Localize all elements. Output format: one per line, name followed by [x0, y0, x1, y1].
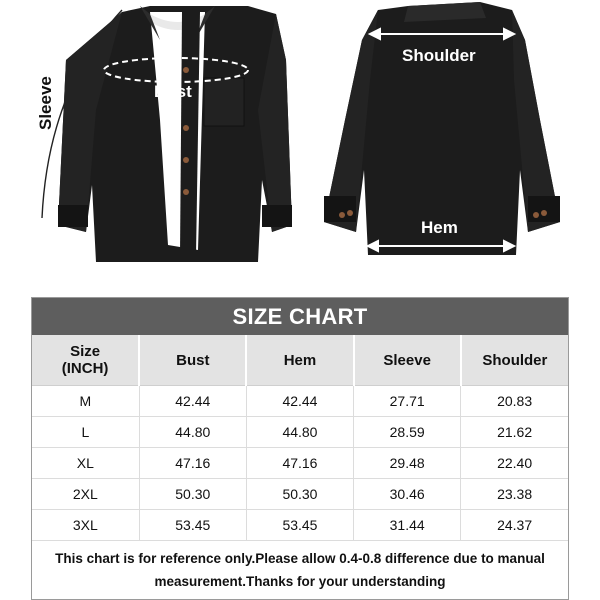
front-shirt-image — [58, 6, 292, 262]
size-cell: XL — [32, 448, 139, 479]
measurement-cell: 22.40 — [461, 448, 568, 479]
measurement-cell: 23.38 — [461, 479, 568, 510]
measurement-cell: 42.44 — [246, 386, 353, 417]
size-cell: L — [32, 417, 139, 448]
size-chart-title: SIZE CHART — [32, 298, 568, 335]
measurement-cell: 42.44 — [139, 386, 246, 417]
measurement-cell: 31.44 — [354, 510, 461, 541]
size-cell: M — [32, 386, 139, 417]
bust-label: Bust — [154, 82, 192, 101]
measurement-cell: 29.48 — [354, 448, 461, 479]
size-chart — [31, 297, 569, 600]
column-header: Sleeve — [354, 335, 461, 386]
table-row — [32, 479, 568, 510]
table-row — [32, 386, 568, 417]
column-header: Hem — [246, 335, 353, 386]
table-row — [32, 448, 568, 479]
measurement-cell: 44.80 — [246, 417, 353, 448]
size-table — [32, 335, 568, 541]
product-illustration — [0, 0, 600, 270]
measurement-cell: 21.62 — [461, 417, 568, 448]
reference-note — [32, 541, 568, 593]
shoulder-label: Shoulder — [402, 46, 476, 65]
table-row — [32, 510, 568, 541]
size-table-header-row — [32, 335, 568, 386]
note-line-1: This chart is for reference only.Please allow 0.4-0.8 difference due to manual — [55, 551, 545, 566]
measurement-cell: 44.80 — [139, 417, 246, 448]
note-line-2: measurement.Thanks for your understanding — [154, 574, 446, 589]
hem-label: Hem — [421, 218, 458, 237]
size-table-body — [32, 386, 568, 541]
measurement-cell: 24.37 — [461, 510, 568, 541]
column-header: Bust — [139, 335, 246, 386]
measurement-cell: 53.45 — [139, 510, 246, 541]
measurement-cell: 50.30 — [139, 479, 246, 510]
measurement-cell: 47.16 — [246, 448, 353, 479]
shirt-diagrams — [0, 0, 600, 270]
size-cell: 2XL — [32, 479, 139, 510]
measurement-cell: 27.71 — [354, 386, 461, 417]
table-row — [32, 417, 568, 448]
measurement-cell: 20.83 — [461, 386, 568, 417]
column-header: Size (INCH) — [32, 335, 139, 386]
sleeve-label: Sleeve — [36, 76, 55, 130]
column-header: Shoulder — [461, 335, 568, 386]
measurement-cell: 53.45 — [246, 510, 353, 541]
measurement-cell: 50.30 — [246, 479, 353, 510]
measurement-cell: 47.16 — [139, 448, 246, 479]
measurement-cell: 30.46 — [354, 479, 461, 510]
measurement-cell: 28.59 — [354, 417, 461, 448]
size-cell: 3XL — [32, 510, 139, 541]
